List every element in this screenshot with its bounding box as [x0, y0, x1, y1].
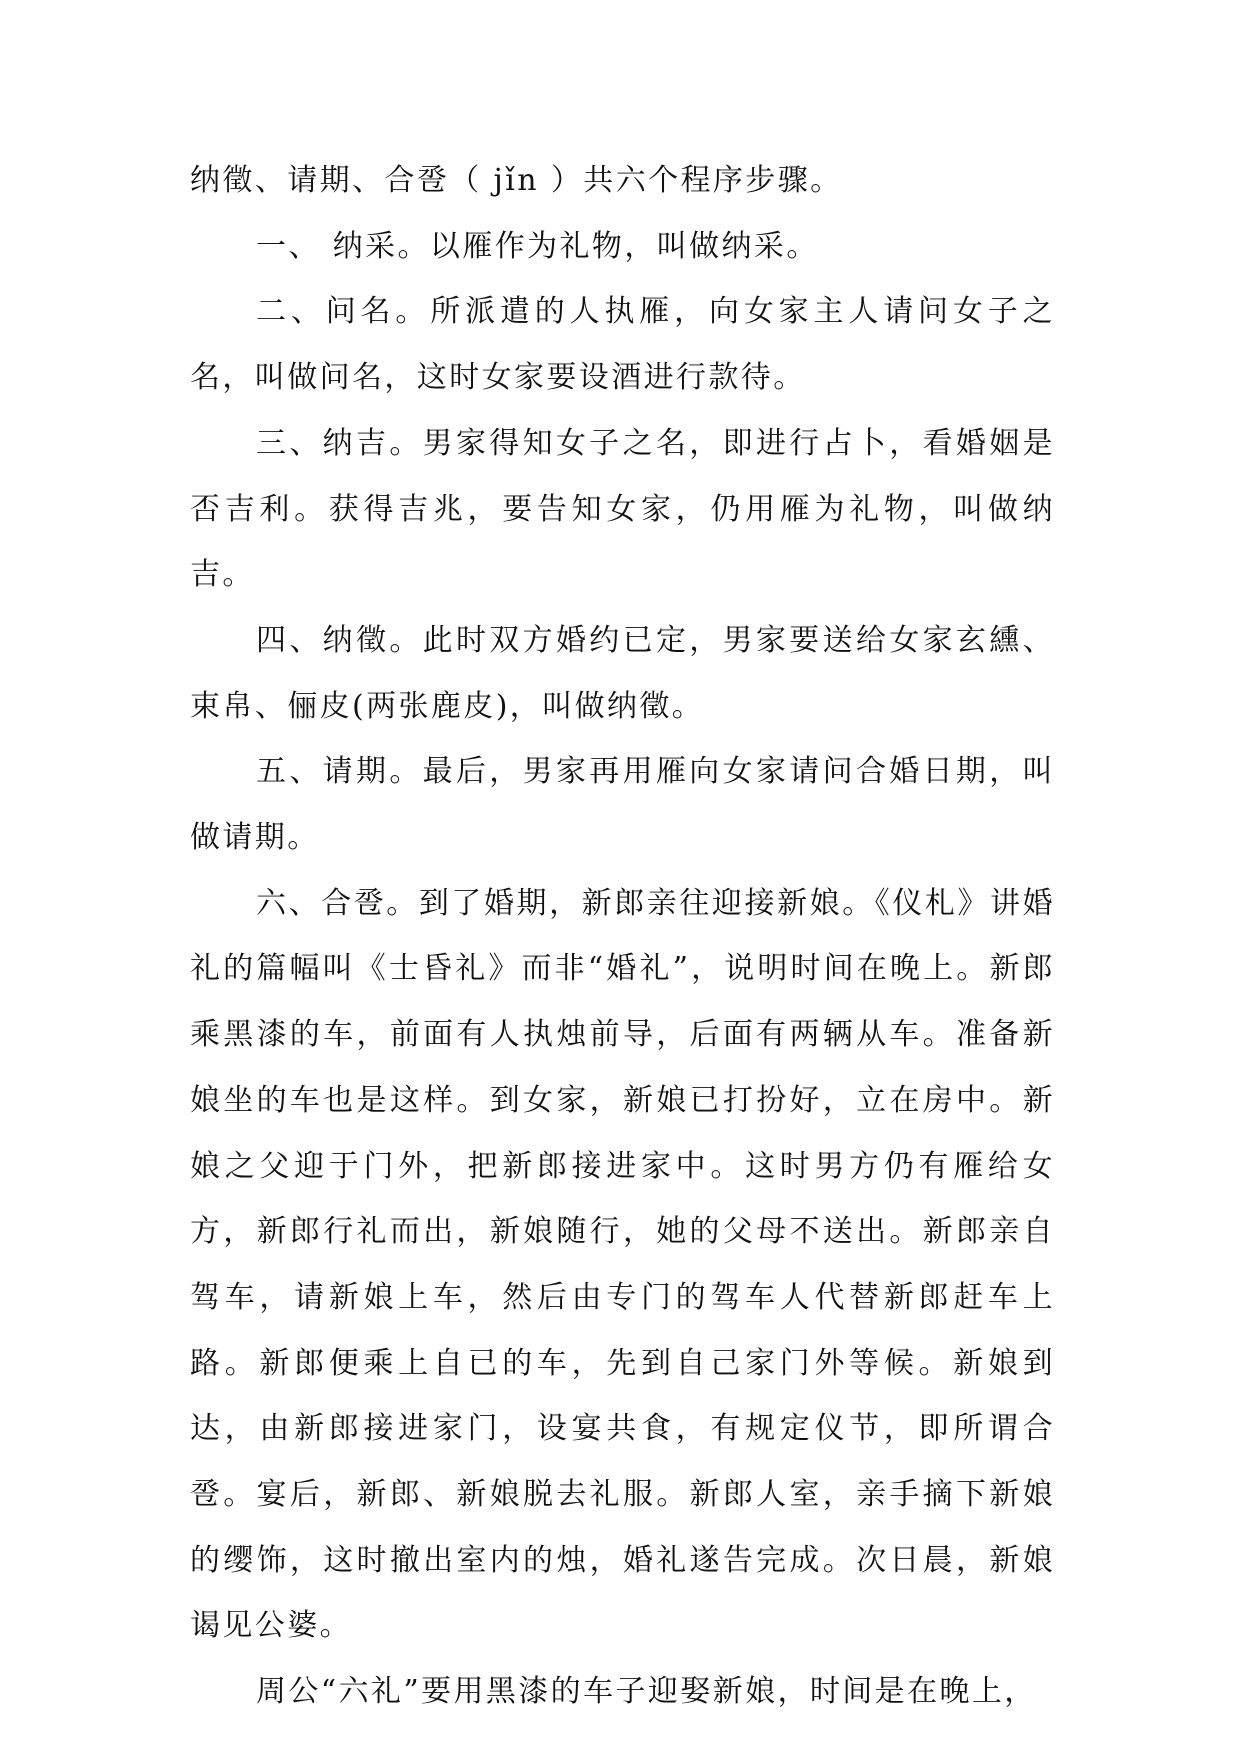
paragraph-nazheng: 四、纳徵。此时双方婚约已定，男家要送给女家玄纁、束帛、俪皮(两张鹿皮)，叫做纳徵。 — [190, 622, 1055, 724]
paragraph-continuation: 纳徵、请期、合卺（ jǐn ）共六个程序步骤。 — [190, 163, 843, 198]
paragraph-nacai: 一、 纳采。以雁作为礼物，叫做纳采。 — [256, 228, 819, 264]
paragraph-zhougong: 周公“六礼”要用黑漆的车子迎娶新娘，时间是在晚上， — [256, 1674, 1037, 1710]
paragraph-naji: 三、纳吉。男家得知女子之名，即进行占卜，看婚姻是否吉利。获得吉兆，要告知女家，仍用雁为礼物，叫做纳吉。 — [190, 425, 1055, 593]
document-body — [190, 148, 1055, 1725]
paragraph-hejin: 六、合卺。到了婚期，新郎亲往迎接新娘。《仪札》讲婚礼的篇幅叫《士昏礼》而非“婚礼”，说明时间在晚上。新郎乘黑漆的车，前面有人执烛前导，后面有两辆从车。准备新娘坐的车也是这样。到女家，新娘已打扮好，立在房中。新娘之父迎于门外，把新郎接进家中。这时男方仍有雁给女方，新郎行礼而出，新娘随行，她的父母不送出。新郎亲自驾车，请新娘上车，然后由专门的驾车人代替新郎赶车上路。新郎便乘上自已的车，先到自己家门外等候。新娘到达，由新郎接进家门，设宴共食，有规定仪节，即所谓合卺。宴后，新郎、新娘脱去礼服。新郎人室，亲手摘下新娘的缨饰，这时撤出室内的烛，婚礼遂告完成。次日晨，新娘谒见公婆。 — [190, 885, 1055, 1644]
paragraph-wenming: 二、问名。所派遣的人执雁，向女家主人请问女子之名，叫做问名，这时女家要设酒进行款待。 — [190, 294, 1055, 396]
paragraph-qingqi: 五、请期。最后，男家再用雁向女家请问合婚日期，叫做请期。 — [190, 754, 1055, 856]
